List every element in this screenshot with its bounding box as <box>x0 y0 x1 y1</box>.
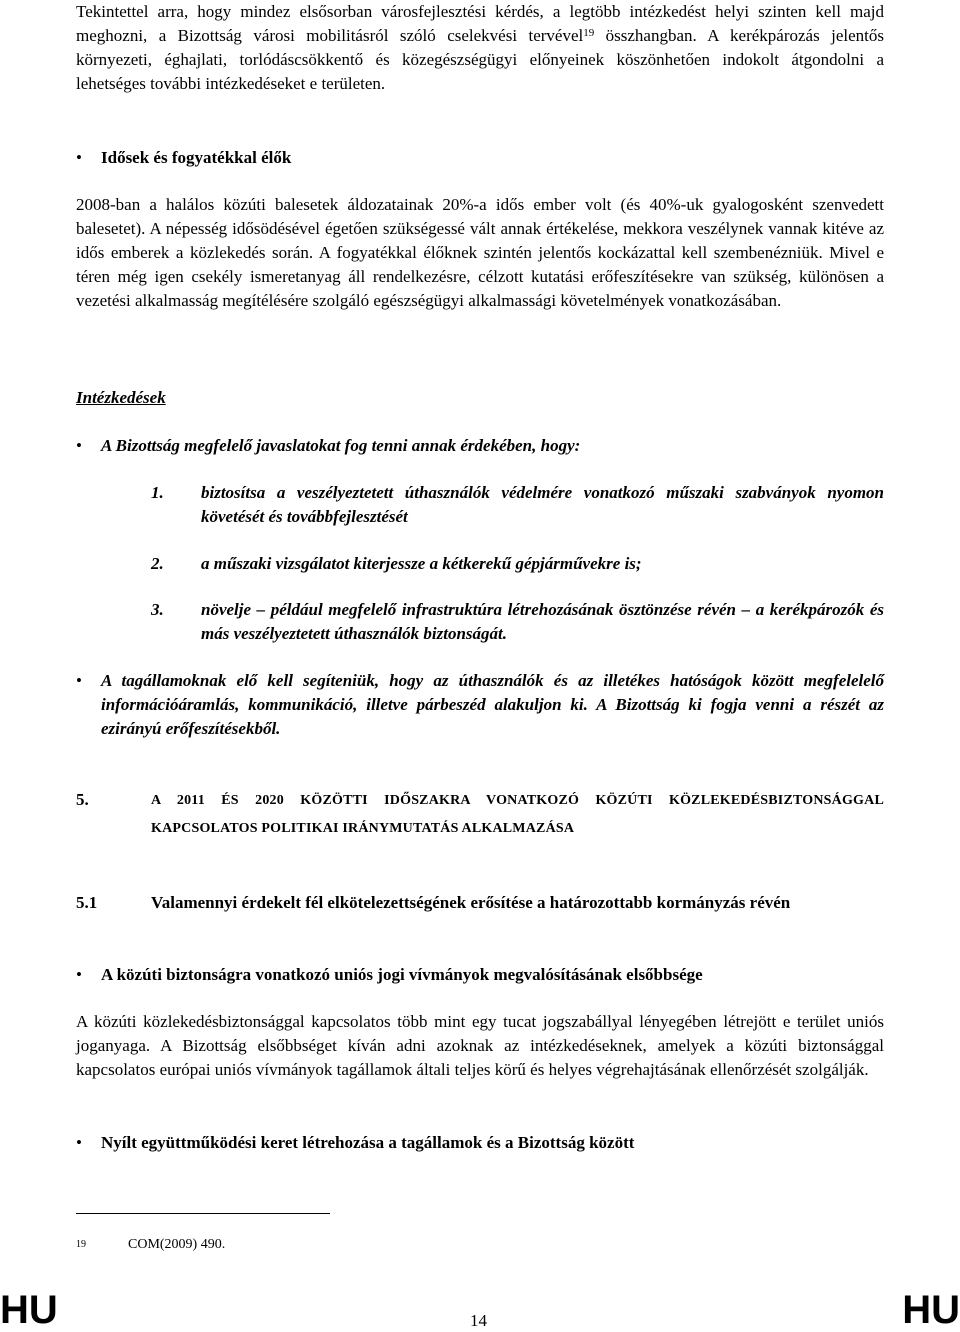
measure-item-text: a műszaki vizsgálatot kiterjessze a kétkerekű gépjárművekre is; <box>201 554 642 573</box>
measure-item-text: biztosítsa a veszélyeztetett úthasználók védelmére vonatkozó műszaki szabványok nyomon követését és továbbfejlesztését <box>201 483 884 526</box>
intro-text: Tekintettel arra, hogy mindez elsősorban városfejlesztési kérdés, a legtöbb intézkedést helyi szinten kell majd meghozni, a Bizottság városi mobilitásról szóló cselekvési tervével <box>76 2 884 45</box>
bullet-eu-law <box>76 963 884 987</box>
bullet-open-coop <box>76 1131 884 1155</box>
eu-law-paragraph: A közúti közlekedésbiztonsággal kapcsolatos több mint egy tucat jogszabállyal lényegében létrejött e terület uniós joganyaga. A Bizottság elsőbbséget kíván adni azoknak az intézkedéseknek, amelyek a közúti biztonsággal kapcsolatos európai uniós vívmányok tagállamok általi teljes körű és helyes végrehajtásának ellenőrzését szolgálják. <box>76 1012 884 1079</box>
section-5-1-title: Valamennyi érdekelt fél elkötelezettségének erősítése a határozottabb kormányzás révén <box>151 893 791 912</box>
section-5-1-number: 5.1 <box>76 893 98 912</box>
footer-lang-right: HU <box>902 1288 960 1332</box>
bullet-elderly-title: Idősek és fogyatékkal élők <box>101 148 292 167</box>
bullet-dot-icon: • <box>76 148 82 167</box>
footnote-separator <box>76 1213 330 1214</box>
intro-paragraph <box>76 0 884 96</box>
section-5-number: 5. <box>76 790 89 809</box>
section-5-1-heading <box>76 891 884 915</box>
bullet-dot-icon: • <box>76 1133 82 1152</box>
footnote <box>76 1236 225 1254</box>
measure-item-text: növelje – például megfelelő infrastruktúra létrehozásának ösztönzése révén – a kerékpározók és más veszélyeztetett úthasználók biztonságát. <box>201 600 884 643</box>
bullet-eu-law-title: A közúti biztonságra vonatkozó uniós jogi vívmányok megvalósításának elsőbbsége <box>101 965 703 984</box>
bullet-dot-icon: • <box>76 436 82 455</box>
bullet-commission-text: A Bizottság megfelelő javaslatokat fog tenni annak érdekében, hogy: <box>101 436 581 455</box>
footer-lang-left: HU <box>0 1288 58 1332</box>
bullet-commission <box>76 434 884 458</box>
page-number: 14 <box>470 1311 487 1330</box>
measure-item-3 <box>76 598 884 646</box>
footnote-text: COM(2009) 490. <box>128 1237 226 1252</box>
measures-heading: Intézkedések <box>76 388 166 407</box>
measure-item-2 <box>76 552 884 576</box>
section-5-heading <box>76 786 884 842</box>
section-5-title: A 2011 ÉS 2020 KÖZÖTTI IDŐSZAKRA VONATKOZÓ KÖZÚTI KÖZLEKEDÉSBIZTONSÁGGAL KAPCSOLATOS POLITIKAI IRÁNYMUTATÁS ALKALMAZÁSA <box>151 793 884 836</box>
measure-item-1 <box>76 481 884 529</box>
bullet-member-states-text: A tagállamoknak elő kell segíteniük, hogy az úthasználók és az illetékes hatóságok között megfelelelő információáramlás, kommunikáció, illetve párbeszéd alakuljon ki. A Bizottság ki fogja venni a részét az ezirányú erőfeszítésekből. <box>101 671 884 738</box>
bullet-open-coop-title: Nyílt együttműködési keret létrehozása a tagállamok és a Bizottság között <box>101 1133 635 1152</box>
measure-item-number: 2. <box>151 554 164 573</box>
bullet-dot-icon: • <box>76 671 82 690</box>
bullet-dot-icon: • <box>76 965 82 984</box>
footnote-number: 19 <box>76 1239 86 1250</box>
measure-item-number: 3. <box>151 600 164 619</box>
intro-text-2: összhangban. A kerékpározás jelentős környezeti, éghajlati, torlódáscsökkentő és közegészségügyi előnyeinek köszönhetően indokolt átgondolni a lehetséges további intézkedéseket e területen. <box>76 26 884 93</box>
bullet-member-states <box>76 669 884 741</box>
measure-item-number: 1. <box>151 483 164 502</box>
bullet-elderly <box>76 146 884 170</box>
footnote-ref[interactable]: 19 <box>583 27 595 39</box>
elderly-paragraph: 2008-ban a halálos közúti balesetek áldozatainak 20%-a idős ember volt (és 40%-uk gyalogosként szenvedett balesetet). A népesség idősödésével égetően szükségessé vált annak értékelése, mekkora veszélynek vannak kitéve az idős emberek a közlekedés során. A fogyatékkal élőknek szintén jelentős kockázattal kell szembenézniük. Mivel e téren még igen csekély ismeretanyag áll rendelkezésre, célzott kutatási erőfeszítésekre van szükség, különösen a vezetési alkalmasság megítélésére szolgáló egészségügyi alkalmassági követelmények vonatkozásában. <box>76 195 884 310</box>
